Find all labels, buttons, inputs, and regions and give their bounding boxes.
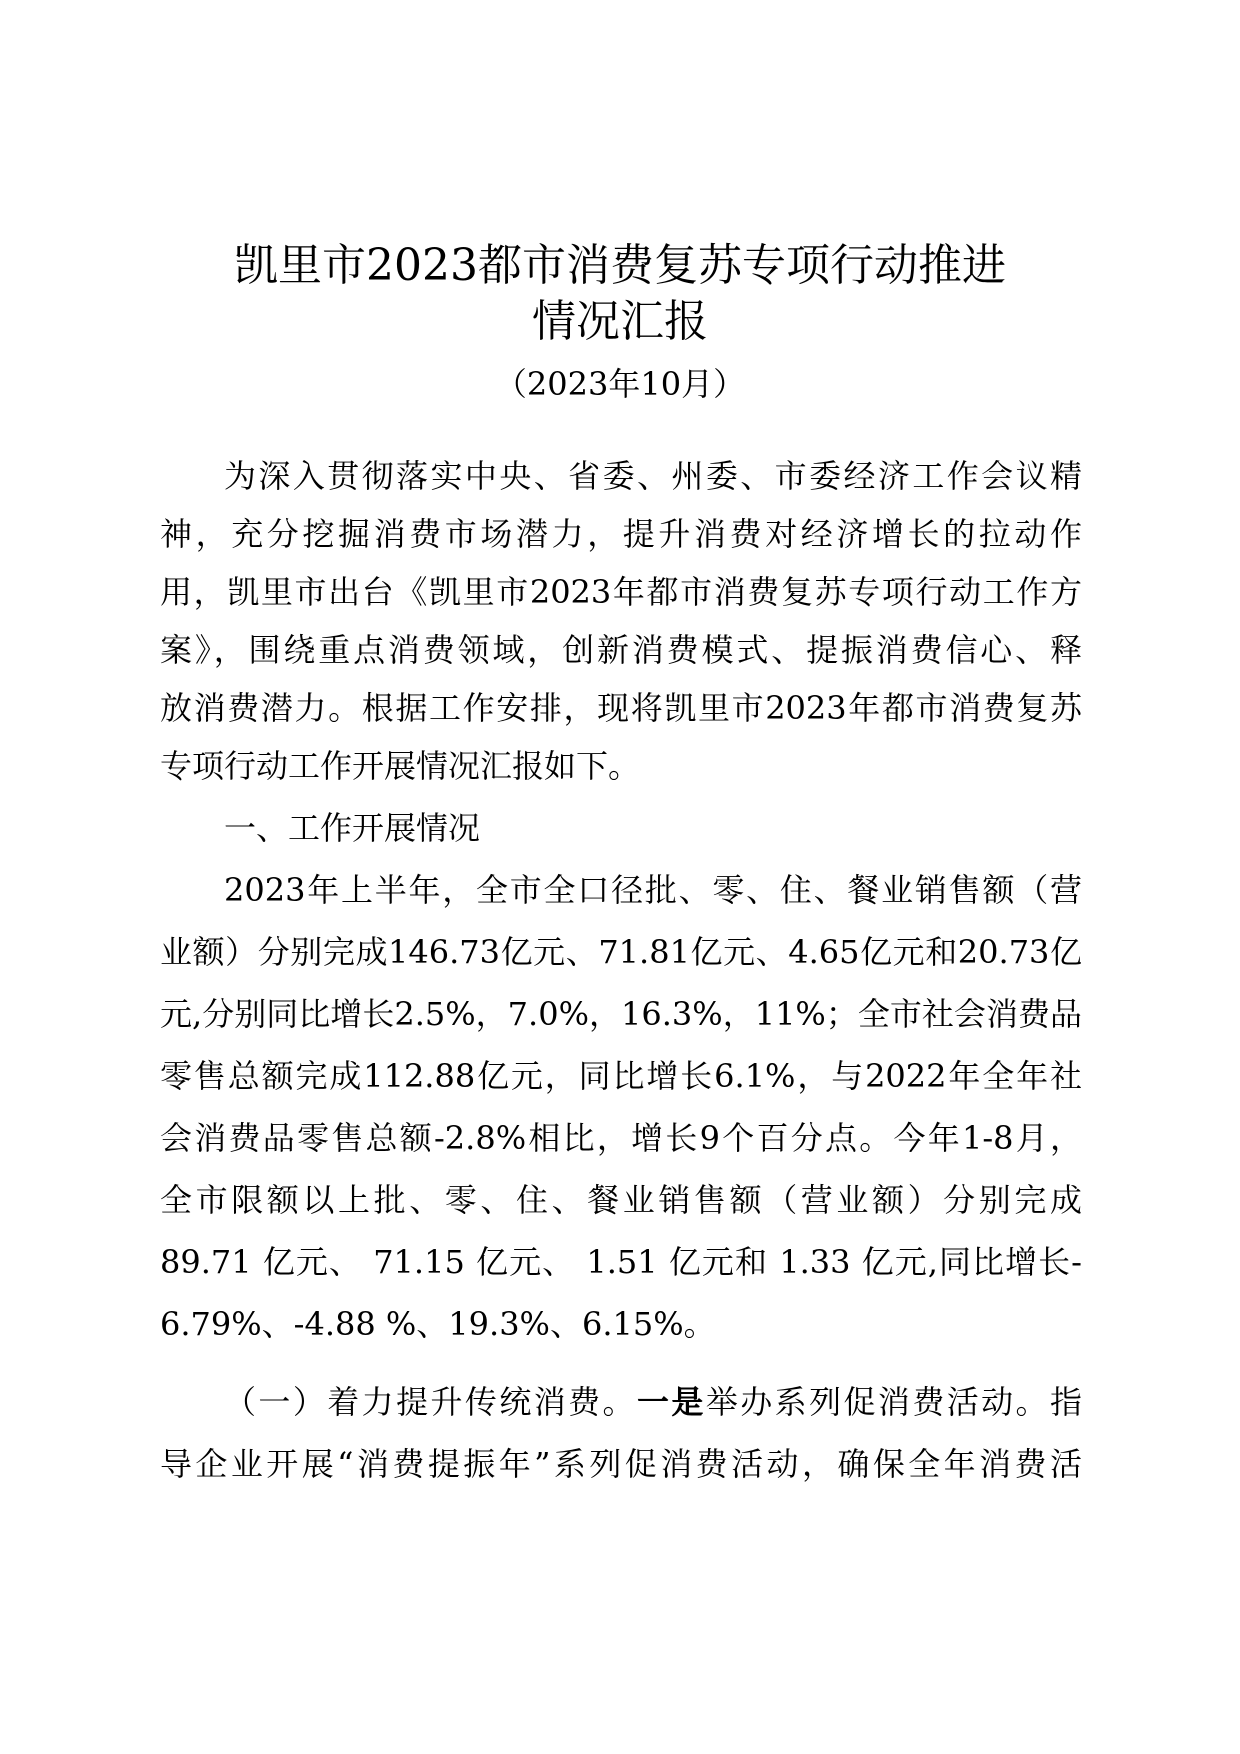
subsection-text: 举办系列促消费活动。指 bbox=[705, 1383, 1082, 1421]
paragraph-intro-line-3: 用，凯里市出台《凯里市2023年都市消费复苏专项行动工作方 bbox=[160, 573, 1082, 611]
section-heading-work-progress: 一、工作开展情况 bbox=[224, 809, 481, 847]
paragraph-stats-line-4: 零售总额完成112.88亿元，同比增长6.1%，与2022年全年社 bbox=[160, 1057, 1082, 1095]
subsection-traditional-consumption-line-1 bbox=[160, 1380, 1082, 1424]
paragraph-intro-line-4: 案》，围绕重点消费领域，创新消费模式、提振消费信心、释 bbox=[160, 631, 1082, 669]
paragraph-intro-line-1: 为深入贯彻落实中央、省委、州委、市委经济工作会议精 bbox=[224, 457, 1082, 495]
subsection-traditional-consumption-line-2: 导企业开展“消费提振年”系列促消费活动，确保全年消费活 bbox=[160, 1445, 1082, 1483]
paragraph-intro-line-6: 专项行动工作开展情况汇报如下。 bbox=[160, 747, 641, 785]
paragraph-stats-line-8: 6.79%、-4.88 %、19.3%、6.15%。 bbox=[160, 1305, 716, 1343]
paragraph-stats-line-6: 全市限额以上批、零、住、餐业销售额（营业额）分别完成 bbox=[160, 1181, 1082, 1219]
document-title-line-2: 情况汇报 bbox=[532, 296, 708, 347]
document-date: （2023年10月） bbox=[494, 365, 746, 403]
paragraph-stats-line-2: 业额）分别完成146.73亿元、71.81亿元、4.65亿元和20.73亿 bbox=[160, 933, 1082, 971]
paragraph-intro-line-5: 放消费潜力。根据工作安排，现将凯里市2023年都市消费复苏 bbox=[160, 689, 1082, 727]
paragraph-intro-line-2: 神，充分挖掘消费市场潜力，提升消费对经济增长的拉动作 bbox=[160, 515, 1082, 553]
paragraph-stats-line-5: 会消费品零售总额-2.8%相比，增长9个百分点。今年1-8月， bbox=[160, 1119, 1082, 1157]
paragraph-stats-line-3: 元,分别同比增长2.5%，7.0%，16.3%，11%；全市社会消费品 bbox=[160, 995, 1082, 1033]
subsection-heading: （一）着力提升传统消费。 bbox=[224, 1383, 637, 1421]
paragraph-stats-line-1: 2023年上半年，全市全口径批、零、住、餐业销售额（营 bbox=[224, 871, 1082, 909]
document-title-line-1: 凯里市2023都市消费复苏专项行动推进 bbox=[234, 240, 1006, 291]
paragraph-stats-line-7: 89.71 亿元、 71.15 亿元、 1.51 亿元和 1.33 亿元,同比增长- bbox=[160, 1243, 1082, 1281]
emphasis-first: 一是 bbox=[636, 1383, 706, 1421]
